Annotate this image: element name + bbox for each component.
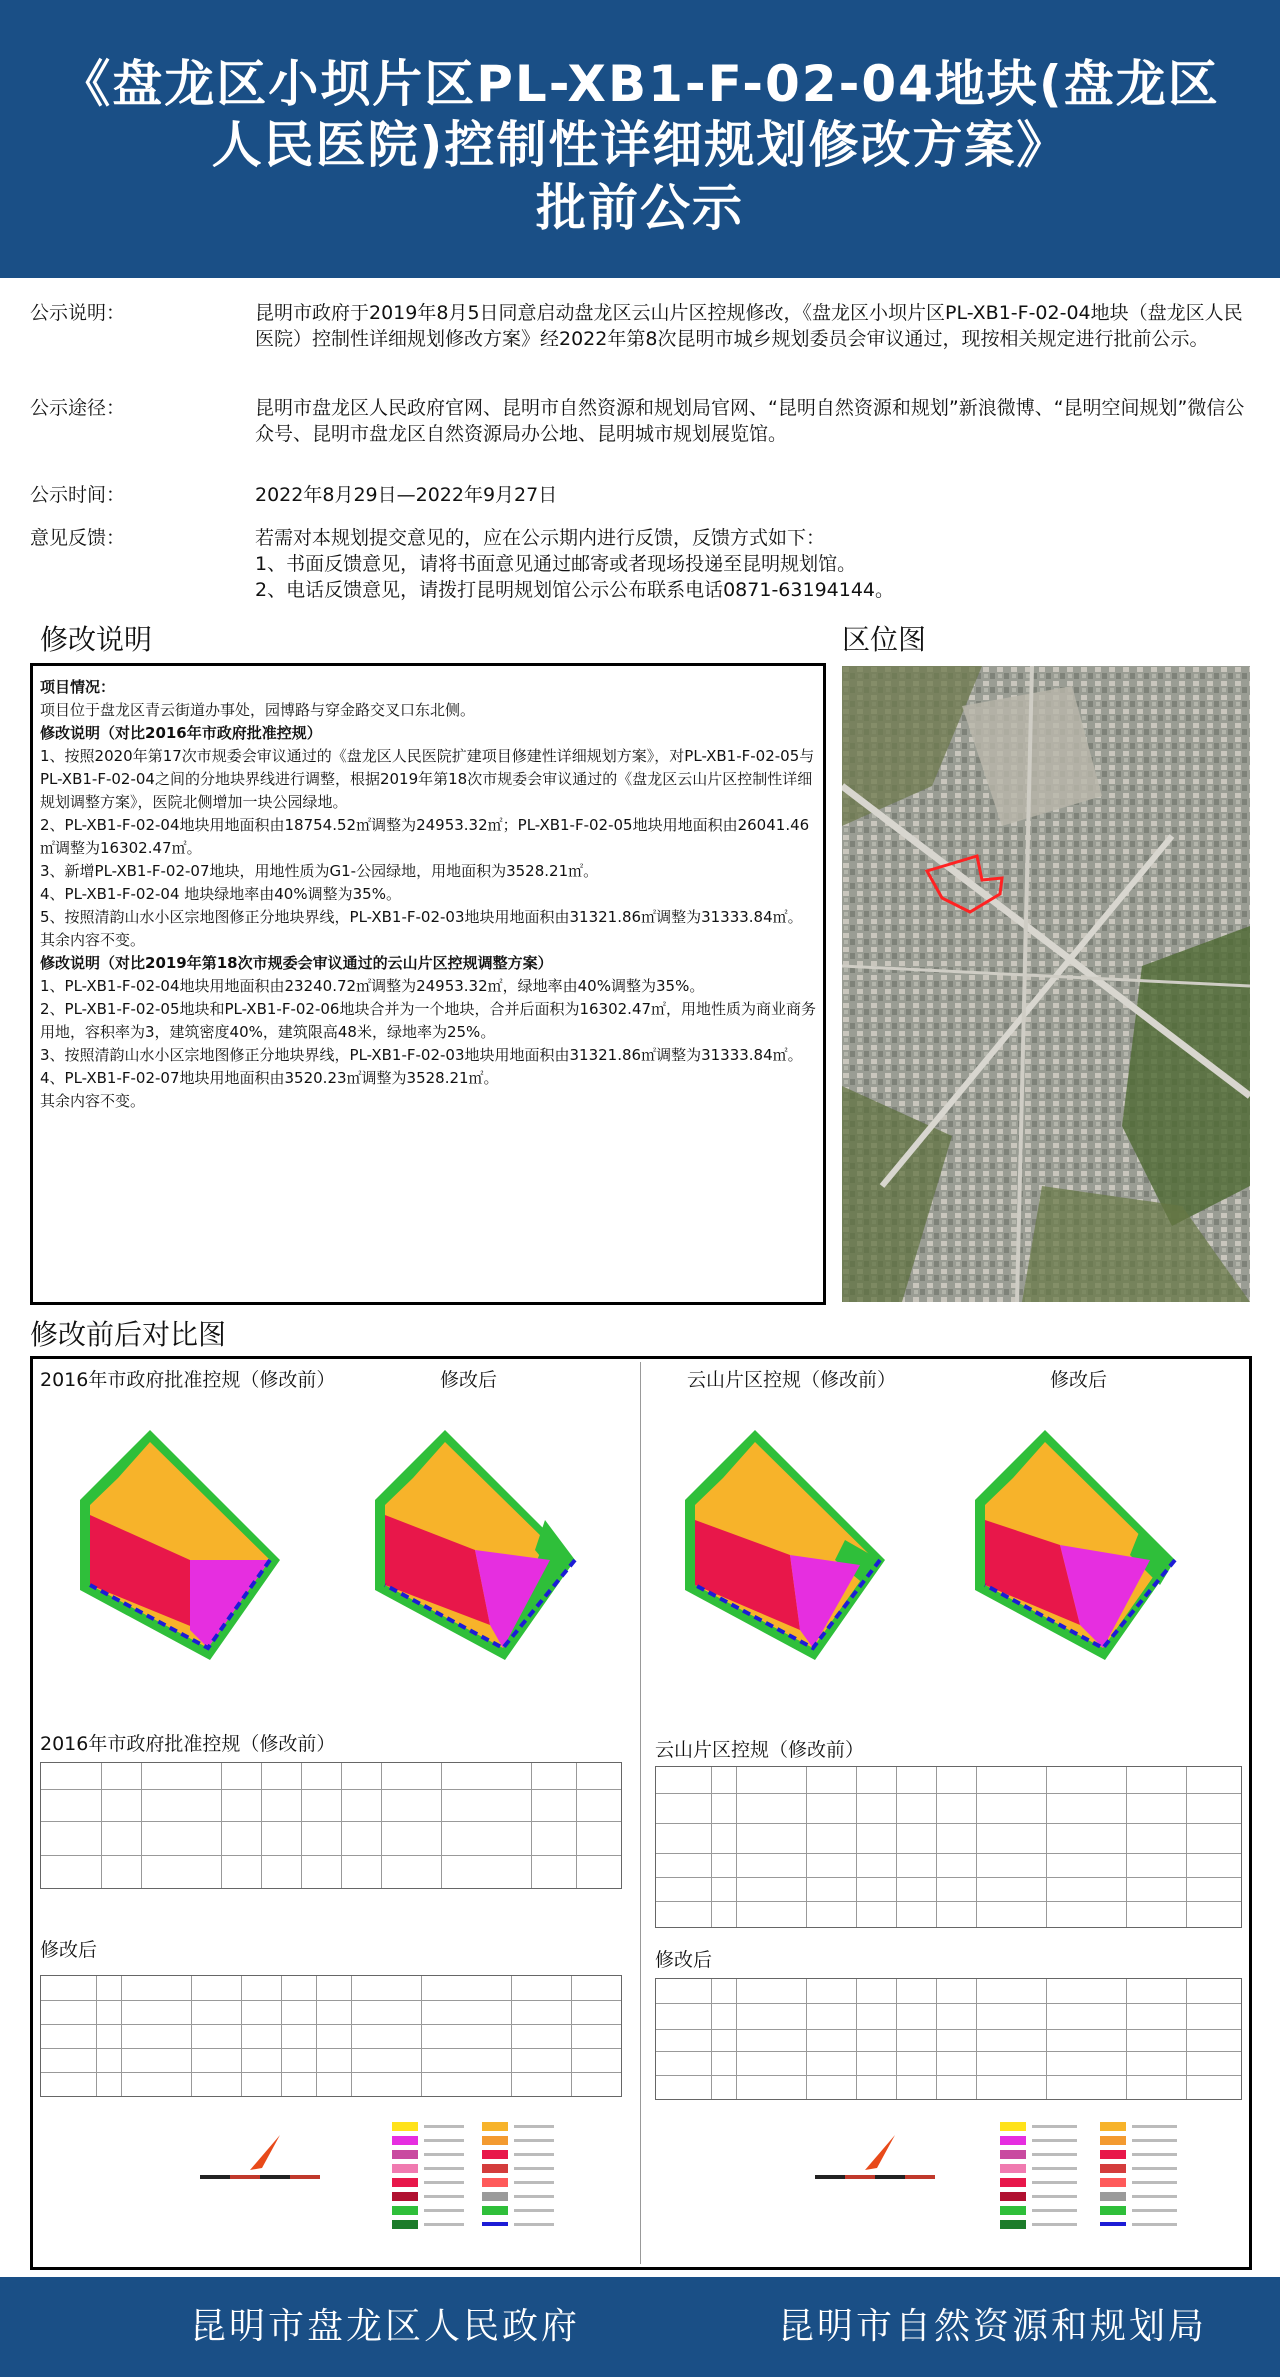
left-north-arrow-scale xyxy=(200,2130,320,2190)
footer-banner xyxy=(0,2277,1280,2377)
left-before-label: 2016年市政府批准控规（修改前） xyxy=(40,1369,336,1391)
feedback-label: 意见反馈： xyxy=(30,527,126,549)
right-table2-title: 修改后 xyxy=(655,1949,713,1971)
satellite-map-graphic xyxy=(842,666,1250,1302)
feedback-line-0: 若需对本规划提交意见的，应在公示期内进行反馈，反馈方式如下： xyxy=(255,527,826,549)
location-map-image xyxy=(842,666,1250,1302)
right-table1-title: 云山片区控规（修改前） xyxy=(655,1739,865,1761)
plan-map-right-before xyxy=(675,1420,895,1700)
footer-left-org: 昆明市盘龙区人民政府 xyxy=(190,2306,581,2347)
mod-line-3: 1、按照2020年第17次市规委会审议通过的《盘龙区人民医院扩建项目修建性详细规划方案》，对PL-XB1-F-02-05与PL-XB1-F-02-04之间的分地块界线进行调整，根据2019年第18次市规委会审议通过的《盘龙区云山片区控制性详细规划调整方案》，医院北侧增加一块公园绿地。 xyxy=(40,747,815,811)
footer-right-org: 昆明市自然资源和规划局 xyxy=(778,2306,1208,2347)
mod-line-9: 修改说明（对比2019年第18次市规委会审议通过的云山片区控规调整方案） xyxy=(40,954,553,972)
header-banner xyxy=(0,0,1280,278)
feedback-line-2: 2、电话反馈意见，请拨打昆明规划馆公示公布联系电话0871-63194144。 xyxy=(255,579,895,601)
right-before-label: 云山片区控规（修改前） xyxy=(687,1369,897,1391)
comparison-title: 修改前后对比图 xyxy=(30,1318,227,1351)
channel-text: 昆明市盘龙区人民政府官网、昆明市自然资源和规划局官网、“昆明自然资源和规划”新浪微博、“昆明空间规划”微信公众号、昆明市盘龙区自然资源局办公地、昆明城市规划展览馆。 xyxy=(255,397,1245,445)
desc-label: 公示说明： xyxy=(30,302,126,324)
mod-line-1: 项目位于盘龙区青云街道办事处，园博路与穿金路交叉口东北侧。 xyxy=(40,701,476,719)
channel-label: 公示途径： xyxy=(30,397,126,419)
right-north-arrow-scale xyxy=(815,2130,935,2190)
title-line-3: 批前公示 xyxy=(536,179,744,237)
time-text: 2022年8月29日—2022年9月27日 xyxy=(255,484,558,506)
feedback-line-1: 1、书面反馈意见，请将书面意见通过邮寄或者现场投递至昆明规划馆。 xyxy=(255,553,857,575)
plan-map-left-before xyxy=(70,1420,290,1700)
mod-line-0: 项目情况： xyxy=(40,678,116,696)
mod-line-12: 3、按照清韵山水小区宗地图修正分地块界线，PL-XB1-F-02-03地块用地面积由31321.86㎡调整为31333.84㎡。 xyxy=(40,1046,803,1064)
panel-divider xyxy=(640,1362,641,2264)
mod-line-13: 4、PL-XB1-F-02-07地块用地面积由3520.23㎡调整为3528.21㎡。 xyxy=(40,1069,499,1087)
desc-text: 昆明市政府于2019年8月5日同意启动盘龙区云山片区控规修改，《盘龙区小坝片区PL-XB1-F-02-04地块（盘龙区人民医院）控制性详细规划修改方案》经2022年第8次昆明市城乡规划委员会审议通过，现按相关规定进行批前公示。 xyxy=(255,302,1243,350)
right-after-label: 修改后 xyxy=(1050,1369,1108,1391)
title-line-2: 人民医院)控制性详细规划修改方案》 xyxy=(211,116,1069,174)
right-table2-grid xyxy=(655,1978,1242,2100)
mod-line-10: 1、PL-XB1-F-02-04地块用地面积由23240.72㎡调整为24953.32㎡，绿地率由40%调整为35%。 xyxy=(40,977,705,995)
mod-line-6: 4、PL-XB1-F-02-04 地块绿地率由40%调整为35%。 xyxy=(40,885,401,903)
plan-map-left-after xyxy=(365,1420,585,1700)
modification-title: 修改说明 xyxy=(40,623,153,656)
left-table2-title: 修改后 xyxy=(40,1939,98,1961)
left-after-label: 修改后 xyxy=(440,1369,498,1391)
right-legend xyxy=(1000,2120,1230,2255)
modification-text xyxy=(40,676,820,1113)
left-legend xyxy=(392,2120,612,2255)
time-label: 公示时间： xyxy=(30,484,126,506)
mod-line-5: 3、新增PL-XB1-F-02-07地块，用地性质为G1-公园绿地，用地面积为3528.21㎡。 xyxy=(40,862,599,880)
mod-line-2: 修改说明（对比2016年市政府批准控规） xyxy=(40,724,322,742)
mod-line-14: 其余内容不变。 xyxy=(40,1092,146,1110)
plan-map-right-after xyxy=(965,1420,1185,1700)
mod-line-7: 5、按照清韵山水小区宗地图修正分地块界线，PL-XB1-F-02-03地块用地面积由31321.86㎡调整为31333.84㎡。 xyxy=(40,908,803,926)
mod-line-8: 其余内容不变。 xyxy=(40,931,146,949)
title-line-1: 《盘龙区小坝片区PL-XB1-F-02-04地块(盘龙区 xyxy=(60,55,1220,113)
location-title: 区位图 xyxy=(842,623,927,656)
left-table2-grid xyxy=(40,1975,622,2097)
left-table1-title: 2016年市政府批准控规（修改前） xyxy=(40,1733,336,1755)
mod-line-11: 2、PL-XB1-F-02-05地块和PL-XB1-F-02-06地块合并为一个地块，合并后面积为16302.47㎡，用地性质为商业商务用地，容积率为3，建筑密度40%，建筑限高48米，绿地率为25%。 xyxy=(40,1000,817,1041)
left-table1-grid xyxy=(40,1762,622,1889)
mod-line-4: 2、PL-XB1-F-02-04地块用地面积由18754.52㎡调整为24953.32㎡；PL-XB1-F-02-05地块用地面积由26041.46㎡调整为16302.47㎡。 xyxy=(40,816,810,857)
right-table1-grid xyxy=(655,1766,1242,1928)
